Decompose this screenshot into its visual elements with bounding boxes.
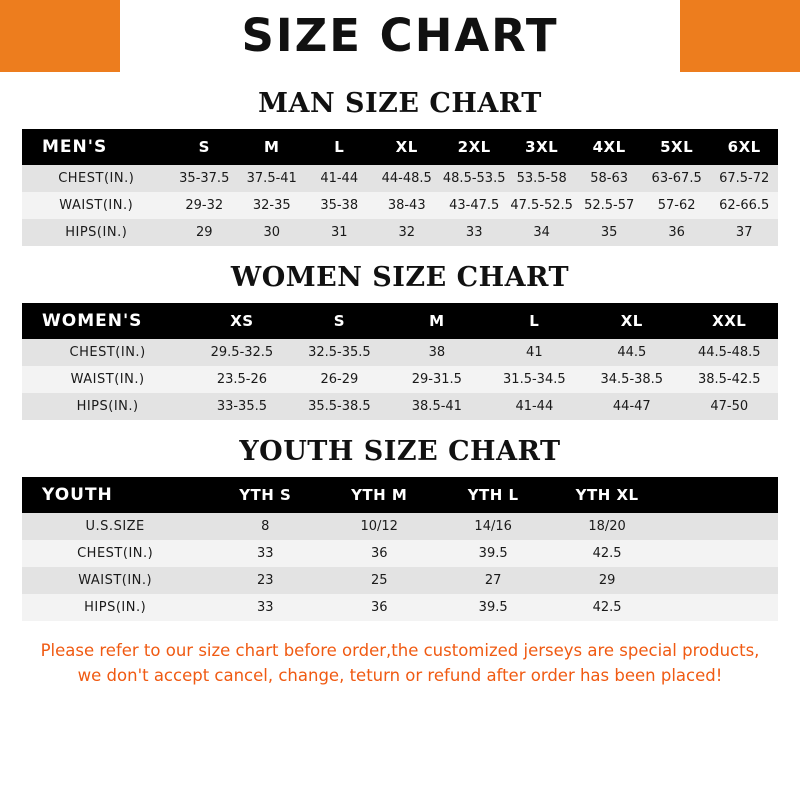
- table-youth-col-2: YTH L: [467, 486, 519, 504]
- table-man-cell-0-5: 53.5-58: [516, 171, 567, 186]
- table-man-row-1-label: WAIST(IN.): [59, 198, 134, 213]
- table-youth-cell-2-2: 27: [484, 573, 502, 588]
- section-title-youth: YOUTH SIZE CHART: [239, 436, 561, 467]
- table-women-cell-1-0: 23.5-26: [216, 372, 268, 387]
- table-man-cell-2-3: 32: [398, 225, 415, 240]
- table-man-col-8: 6XL: [727, 138, 761, 156]
- table-man-col-0: S: [198, 138, 210, 156]
- table-youth-cell-2-3: 29: [598, 573, 616, 588]
- table-man-cell-1-4: 43-47.5: [449, 198, 500, 213]
- table-man-cell-2-1: 30: [263, 225, 281, 240]
- table-women-row-0-label: CHEST(IN.): [69, 345, 146, 360]
- table-header-row: [22, 129, 778, 165]
- table-youth-row-3-label: HIPS(IN.): [84, 600, 147, 615]
- table-man-row-2-label: HIPS(IN.): [65, 225, 128, 240]
- table-youth-body: [22, 513, 778, 621]
- table-row: [22, 192, 778, 219]
- table-youth-cell-3-3: 42.5: [592, 600, 622, 615]
- table-man-cell-2-4: 33: [465, 225, 483, 240]
- table-man-cell-2-7: 36: [668, 225, 685, 240]
- table-youth-cell-1-spacer: [664, 540, 778, 567]
- table-youth-cell-2-0: 23: [257, 573, 274, 588]
- table-women-cell-0-0: 29.5-32.5: [210, 345, 274, 360]
- table-women-cell-1-4: 34.5-38.5: [600, 372, 664, 387]
- table-youth-cell-0-0: 8: [261, 519, 270, 534]
- table-women-cell-1-3: 31.5-34.5: [503, 372, 566, 387]
- table-women-cell-1-1: 26-29: [320, 372, 359, 387]
- table-youth-col-3: YTH XL: [575, 486, 639, 504]
- table-women-col-1: S: [333, 312, 346, 330]
- footer-note-line-2: we don't accept cancel, change, teturn or refund after order has been placed!: [77, 665, 723, 685]
- table-row: [22, 513, 778, 540]
- table-youth-cell-0-1: 10/12: [360, 519, 398, 534]
- table-man-head: [22, 129, 778, 165]
- table-women-col-3: L: [529, 312, 540, 330]
- table-youth-cell-1-3: 42.5: [592, 546, 622, 561]
- table-man-cell-0-1: 37.5-41: [246, 171, 297, 186]
- table-youth-cell-0-2: 14/16: [474, 519, 512, 534]
- chart-content: [0, 88, 800, 689]
- table-man-cell-0-7: 63-67.5: [651, 171, 702, 186]
- table-women-cell-0-3: 41: [526, 345, 543, 360]
- table-women-cell-2-3: 41-44: [515, 399, 554, 414]
- table-man-row-0-label: CHEST(IN.): [58, 171, 135, 186]
- table-women-col-5: XXL: [712, 312, 747, 330]
- table-row: [22, 165, 778, 192]
- table-women-cell-2-4: 44-47: [612, 399, 651, 414]
- table-youth-cell-2-spacer: [664, 567, 778, 594]
- table-youth-cell-3-2: 39.5: [478, 600, 508, 615]
- table-man-cell-1-1: 32-35: [252, 198, 291, 213]
- table-header-row: [22, 477, 778, 513]
- table-women-col-0: XS: [230, 312, 254, 330]
- table-youth-header-label: YOUTH: [42, 485, 113, 505]
- table-women: [22, 303, 778, 420]
- table-man-col-7: 5XL: [660, 138, 694, 156]
- table-man-cell-1-6: 52.5-57: [584, 198, 635, 213]
- table-youth-row-2-label: WAIST(IN.): [78, 573, 153, 588]
- table-women-header-label: WOMEN'S: [42, 311, 143, 331]
- table-man-col-2: L: [334, 138, 345, 156]
- table-women-cell-2-0: 33-35.5: [216, 399, 268, 414]
- table-youth-cell-1-1: 36: [370, 546, 388, 561]
- table-row: [22, 594, 778, 621]
- table-youth-cell-3-1: 36: [370, 600, 388, 615]
- table-man-header-label: MEN'S: [42, 137, 108, 157]
- table-man-cell-2-8: 37: [735, 225, 753, 240]
- table-women-col-4: XL: [620, 312, 643, 330]
- table-man-body: [22, 165, 778, 246]
- table-header-row: [22, 303, 778, 339]
- table-youth-cell-3-spacer: [664, 594, 778, 621]
- table-women-cell-2-1: 35.5-38.5: [308, 399, 371, 414]
- table-youth-col-1: YTH M: [351, 486, 408, 504]
- table-man-cell-0-0: 35-37.5: [179, 171, 230, 186]
- table-man-col-1: M: [264, 138, 280, 156]
- table-row: [22, 393, 778, 420]
- table-man-cell-0-6: 58-63: [590, 171, 629, 186]
- table-youth-row-1-label: CHEST(IN.): [77, 546, 154, 561]
- table-man-cell-1-3: 38-43: [387, 198, 426, 213]
- table-row: [22, 567, 778, 594]
- table-man-cell-0-3: 44-48.5: [381, 171, 432, 186]
- table-women-col-2: M: [429, 312, 445, 330]
- table-man-cell-2-0: 29: [195, 225, 213, 240]
- table-youth-cell-3-0: 33: [257, 600, 274, 615]
- footer-note-line-1: Please refer to our size chart before order,the customized jerseys are special products,: [40, 641, 760, 660]
- table-man-cell-1-2: 35-38: [320, 198, 359, 213]
- table-youth-head: [22, 477, 778, 513]
- page-title: SIZE CHART: [241, 9, 559, 62]
- table-man-col-5: 3XL: [525, 138, 559, 156]
- table-man: [22, 129, 778, 246]
- table-women-cell-0-2: 38: [428, 345, 446, 360]
- table-man-cell-0-2: 41-44: [320, 171, 359, 186]
- header-bar: [0, 0, 800, 72]
- table-youth-row-0-label: U.S.SIZE: [85, 519, 145, 534]
- table-row: [22, 339, 778, 366]
- table-women-row-2-label: HIPS(IN.): [76, 399, 139, 414]
- table-women-cell-0-1: 32.5-35.5: [308, 345, 371, 360]
- table-man-cell-2-2: 31: [330, 225, 348, 240]
- table-women-body: [22, 339, 778, 420]
- table-youth-cell-0-spacer: [664, 513, 778, 540]
- table-youth-cell-2-1: 25: [370, 573, 388, 588]
- table-man-cell-1-5: 47.5-52.5: [510, 198, 573, 213]
- footer-note: [22, 639, 778, 689]
- table-man-cell-1-8: 62-66.5: [719, 198, 770, 213]
- table-row: [22, 219, 778, 246]
- section-title-women: WOMEN SIZE CHART: [230, 262, 570, 293]
- table-youth-col-0: YTH S: [239, 486, 292, 504]
- table-women-cell-0-5: 44.5-48.5: [697, 345, 761, 360]
- table-man-col-3: XL: [395, 138, 418, 156]
- table-man-cell-1-7: 57-62: [657, 198, 696, 213]
- table-man-cell-1-0: 29-32: [185, 198, 224, 213]
- table-women-cell-1-2: 29-31.5: [411, 372, 462, 387]
- section-title-man: MAN SIZE CHART: [258, 88, 542, 119]
- table-women-cell-2-5: 47-50: [710, 399, 749, 414]
- table-man-cell-2-5: 34: [533, 225, 550, 240]
- table-women-cell-2-2: 38.5-41: [411, 399, 462, 414]
- table-man-col-6: 4XL: [592, 138, 626, 156]
- table-women-cell-0-4: 44.5: [617, 345, 647, 360]
- table-row: [22, 540, 778, 567]
- table-women-head: [22, 303, 778, 339]
- table-youth-col-spacer: [664, 477, 778, 513]
- table-youth-cell-0-3: 18/20: [588, 519, 626, 534]
- table-women-cell-1-5: 38.5-42.5: [697, 372, 761, 387]
- table-man-col-4: 2XL: [457, 138, 491, 156]
- table-women-row-1-label: WAIST(IN.): [70, 372, 145, 387]
- table-youth-cell-1-0: 33: [257, 546, 274, 561]
- table-man-cell-2-6: 35: [600, 225, 618, 240]
- table-man-cell-0-8: 67.5-72: [719, 171, 770, 186]
- table-man-cell-0-4: 48.5-53.5: [442, 171, 506, 186]
- table-youth-cell-1-2: 39.5: [478, 546, 508, 561]
- table-youth: [22, 477, 778, 621]
- table-row: [22, 366, 778, 393]
